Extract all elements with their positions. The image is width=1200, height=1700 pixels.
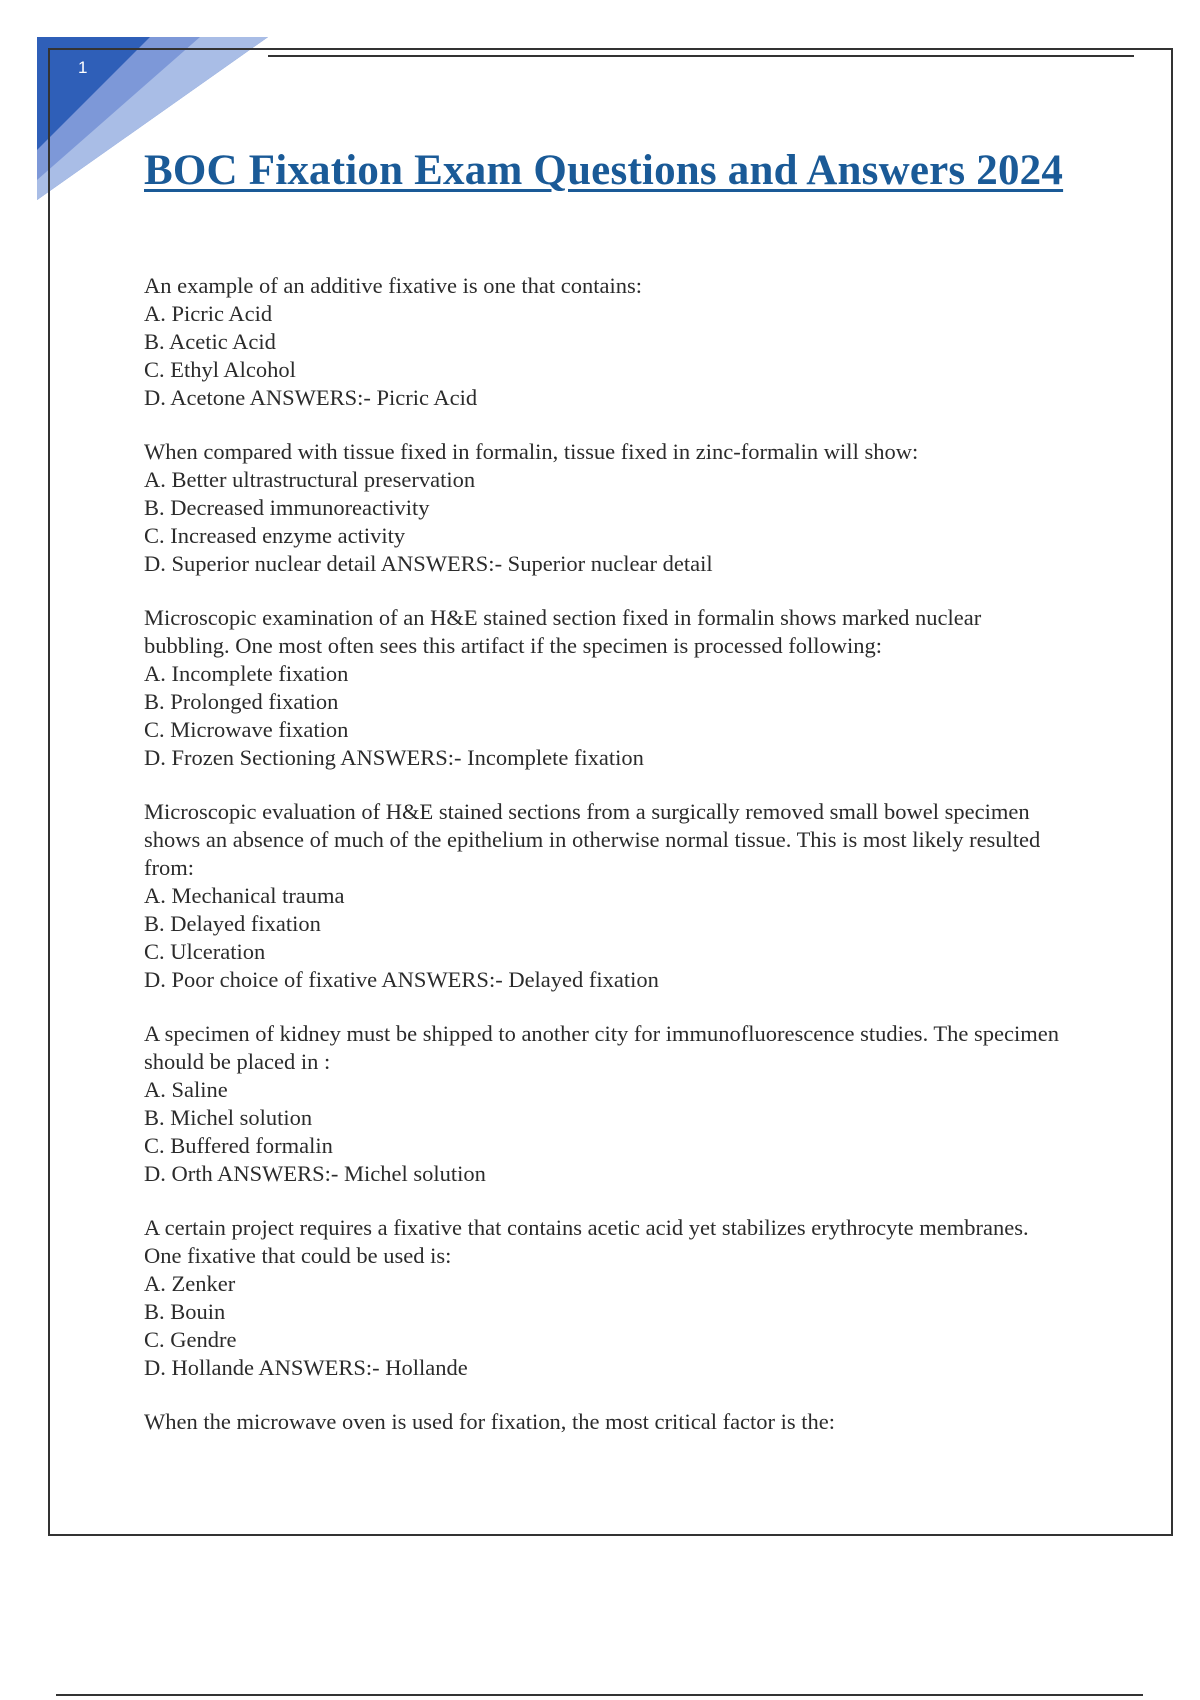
question-text: A certain project requires a fixative that contains acetic acid yet stabilizes erythrocyte membranes. One fixative that could be used is: bbox=[144, 1215, 1029, 1268]
answer-option: C. Increased enzyme activity bbox=[144, 523, 406, 548]
answer-option: C. Buffered formalin bbox=[144, 1133, 333, 1158]
question-block bbox=[144, 1408, 1064, 1436]
answer-option: D. Hollande ANSWERS:- Hollande bbox=[144, 1355, 468, 1380]
answer-option: A. Better ultrastructural preservation bbox=[144, 467, 476, 492]
answer-option: B. Delayed fixation bbox=[144, 911, 321, 936]
question-text: When the microwave oven is used for fixation, the most critical factor is the: bbox=[144, 1409, 836, 1434]
answer-option: D. Orth ANSWERS:- Michel solution bbox=[144, 1161, 486, 1186]
answer-option: C. Gendre bbox=[144, 1327, 237, 1352]
answer-option: D. Acetone ANSWERS:- Picric Acid bbox=[144, 385, 478, 410]
question-text: When compared with tissue fixed in formalin, tissue fixed in zinc-formalin will show: bbox=[144, 439, 919, 464]
answer-option: C. Ethyl Alcohol bbox=[144, 357, 296, 382]
answer-option: B. Prolonged fixation bbox=[144, 689, 339, 714]
question-text: Microscopic evaluation of H&E stained sections from a surgically removed small bowel specimen shows an absence of much of the epithelium in otherwise normal tissue. This is most likely resulted from: bbox=[144, 799, 1041, 880]
answer-option: B. Decreased immunoreactivity bbox=[144, 495, 430, 520]
answer-option: A. Picric Acid bbox=[144, 301, 273, 326]
question-block bbox=[144, 438, 1064, 578]
question-block bbox=[144, 1020, 1064, 1188]
answer-option: B. Michel solution bbox=[144, 1105, 313, 1130]
question-block bbox=[144, 272, 1064, 412]
question-text: An example of an additive fixative is one that contains: bbox=[144, 273, 642, 298]
answer-option: C. Ulceration bbox=[144, 939, 266, 964]
answer-option: A. Incomplete fixation bbox=[144, 661, 349, 686]
answer-option: B. Acetic Acid bbox=[144, 329, 276, 354]
answer-option: A. Zenker bbox=[144, 1271, 236, 1296]
page-number: 1 bbox=[78, 58, 88, 77]
question-text: A specimen of kidney must be shipped to another city for immunofluorescence studies. The specimen should be placed in : bbox=[144, 1021, 1059, 1074]
question-text: Microscopic examination of an H&E stained section fixed in formalin shows marked nuclear bubbling. One most often sees this artifact if the specimen is processed following: bbox=[144, 605, 982, 658]
answer-option: B. Bouin bbox=[144, 1299, 226, 1324]
answer-option: A. Saline bbox=[144, 1077, 228, 1102]
question-block bbox=[144, 1214, 1064, 1382]
answer-option: D. Frozen Sectioning ANSWERS:- Incomplete fixation bbox=[144, 745, 644, 770]
answer-option: A. Mechanical trauma bbox=[144, 883, 345, 908]
question-block bbox=[144, 604, 1064, 772]
document-title: BOC Fixation Exam Questions and Answers 2024 bbox=[144, 147, 1064, 194]
answer-option: D. Superior nuclear detail ANSWERS:- Superior nuclear detail bbox=[144, 551, 713, 576]
answer-option: D. Poor choice of fixative ANSWERS:- Delayed fixation bbox=[144, 967, 659, 992]
questions-list bbox=[144, 272, 1064, 1462]
answer-option: C. Microwave fixation bbox=[144, 717, 349, 742]
footer-rule bbox=[56, 1694, 1143, 1696]
question-block bbox=[144, 798, 1064, 994]
